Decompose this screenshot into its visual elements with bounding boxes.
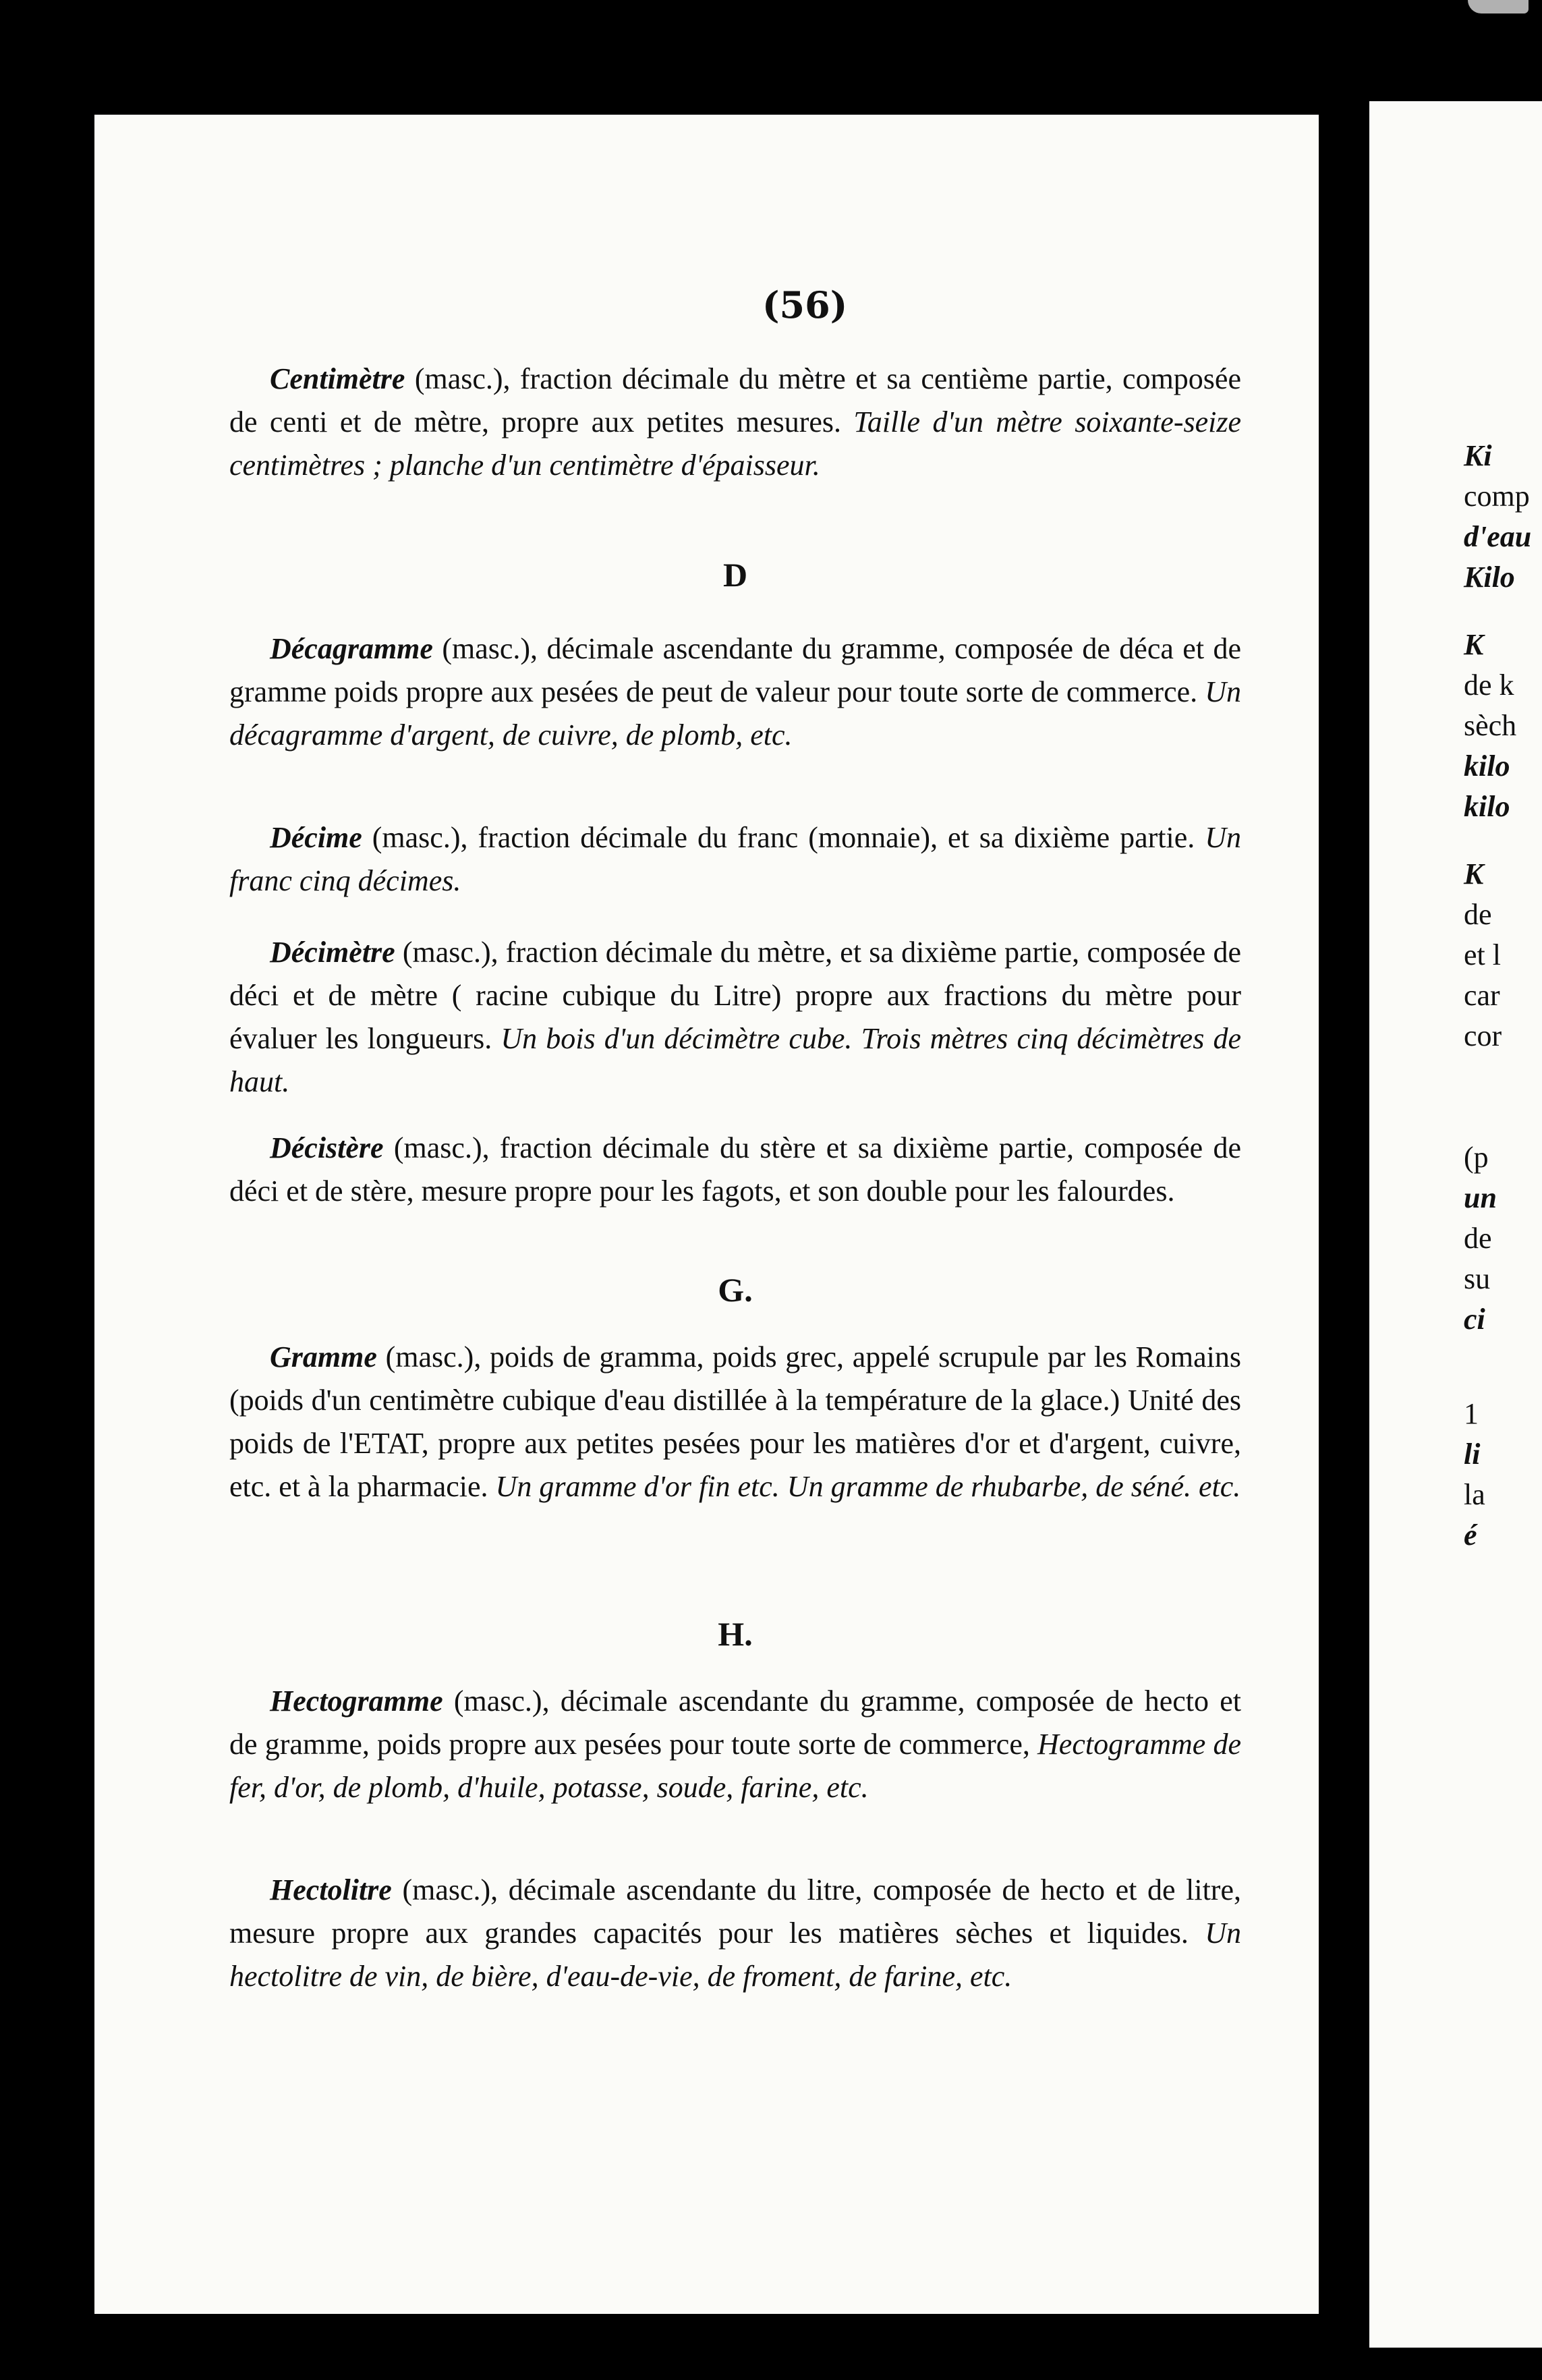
next-page-fragment: Kilo (1464, 561, 1515, 594)
next-page-fragment: kilo (1464, 749, 1510, 783)
entry-body: (masc.), décimale ascendante du gramme, composée de déca et de gramme poids propre aux pesées de peut de valeur pour toute sorte de commerce. (229, 632, 1241, 708)
page-number: (56) (762, 283, 848, 327)
scan-corner-artifact (1468, 0, 1529, 13)
entry-term: Gramme (270, 1340, 377, 1373)
entry-example: Taille d'un mètre soixante-seize centimètres ; planche d'un centimètre d'épaisseur. (229, 405, 1242, 482)
entry-term: Hectolitre (270, 1873, 392, 1906)
next-page-fragment: d'eau (1464, 520, 1532, 553)
entry-body: (masc.), fraction décimale du mètre, et sa dixième partie, composée de déci et de mètre ( racine cubique du Litre) propre aux fractions du mètre pour évaluer les longueurs. (229, 936, 1241, 1055)
next-page-fragment: K (1464, 857, 1484, 890)
entry-term: Décime (270, 821, 362, 854)
entry-example: Un gramme d'or fin etc. Un gramme de rhubarbe, de séné. etc. (495, 1470, 1241, 1503)
entry-centimetre (229, 358, 1241, 487)
next-page-fragment: cor (1464, 1019, 1502, 1052)
entry-example: Un hectolitre de vin, de bière, d'eau-de-vie, de froment, de farine, etc. (229, 1917, 1241, 1993)
entry-example: Hectogramme de fer, d'or, de plomb, d'huile, potasse, soude, farine, etc. (229, 1728, 1241, 1804)
next-page-fragment: é (1464, 1519, 1477, 1552)
entry-decime (229, 816, 1241, 903)
entry-example: Un décagramme d'argent, de cuivre, de plomb, etc. (229, 675, 1241, 752)
book-page (94, 115, 1319, 2314)
next-page-fragment: comp (1464, 480, 1530, 513)
section-letter-g: G. (718, 1271, 753, 1309)
entry-decistere (229, 1127, 1241, 1213)
entry-gramme (229, 1336, 1241, 1508)
next-page-fragment: de k (1464, 669, 1514, 702)
next-page-fragment: kilo (1464, 790, 1510, 823)
entry-term: Décimètre (270, 936, 395, 969)
next-page-fragment: (p (1464, 1141, 1489, 1174)
next-page-fragment: car (1464, 979, 1500, 1012)
next-page-fragment: de (1464, 1222, 1492, 1255)
entry-term: Décistère (270, 1131, 384, 1164)
entry-body: (masc.), fraction décimale du mètre et sa centième partie, composée de centi et de mètre, propre aux petites mesures. (229, 362, 1241, 438)
next-page-fragment: li (1464, 1438, 1481, 1471)
next-page-fragment: de (1464, 898, 1492, 931)
next-page-fragment: K (1464, 628, 1484, 661)
entry-term: Centimètre (270, 362, 405, 395)
entry-term: Hectogramme (270, 1684, 443, 1718)
next-page-fragment: su (1464, 1262, 1491, 1295)
entry-body: (masc.), fraction décimale du franc (monnaie), et sa dixième partie. (362, 821, 1205, 854)
entry-example: Un bois d'un décimètre cube. Trois mètres cinq décimètres de haut. (229, 1022, 1242, 1098)
next-page-fragment: la (1464, 1478, 1485, 1511)
next-page-fragment: Ki (1464, 439, 1492, 472)
entry-hectolitre (229, 1869, 1241, 1998)
next-page-fragment: 1 (1464, 1397, 1479, 1430)
entry-decimetre (229, 931, 1241, 1104)
next-page-fragment: un (1464, 1181, 1497, 1214)
section-letter-h: H. (718, 1615, 753, 1653)
next-page-fragment: sèch (1464, 709, 1517, 742)
entry-hectogramme (229, 1680, 1241, 1809)
entry-body: (masc.), décimale ascendante du litre, composée de hecto et de litre, mesure propre aux grandes capacités pour les matières sèches et liquides. (229, 1873, 1241, 1950)
section-letter-d: D (722, 556, 748, 594)
entry-body: (masc.), fraction décimale du stère et sa dixième partie, composée de déci et de stère, mesure propre pour les fagots, et son double pour les falourdes. (229, 1131, 1241, 1208)
entry-body: (masc.), poids de gramma, poids grec, appelé scrupule par les Romains (poids d'un centimètre cubique d'eau distillée à la température de la glace.) Unité des poids de l'ETAT, propre aux petites pesées pour les matières d'or et d'argent, cuivre, etc. et à la pharmacie. (229, 1340, 1241, 1503)
next-page-fragment: et l (1464, 938, 1501, 971)
next-page-edge (1369, 101, 1542, 2348)
entry-decagramme (229, 627, 1241, 757)
entry-example: Un franc cinq décimes. (229, 821, 1241, 897)
next-page-fragment: ci (1464, 1303, 1485, 1336)
entry-body: (masc.), décimale ascendante du gramme, composée de hecto et de gramme, poids propre aux pesées pour toute sorte de commerce, (229, 1684, 1241, 1761)
entry-term: Décagramme (270, 632, 433, 665)
